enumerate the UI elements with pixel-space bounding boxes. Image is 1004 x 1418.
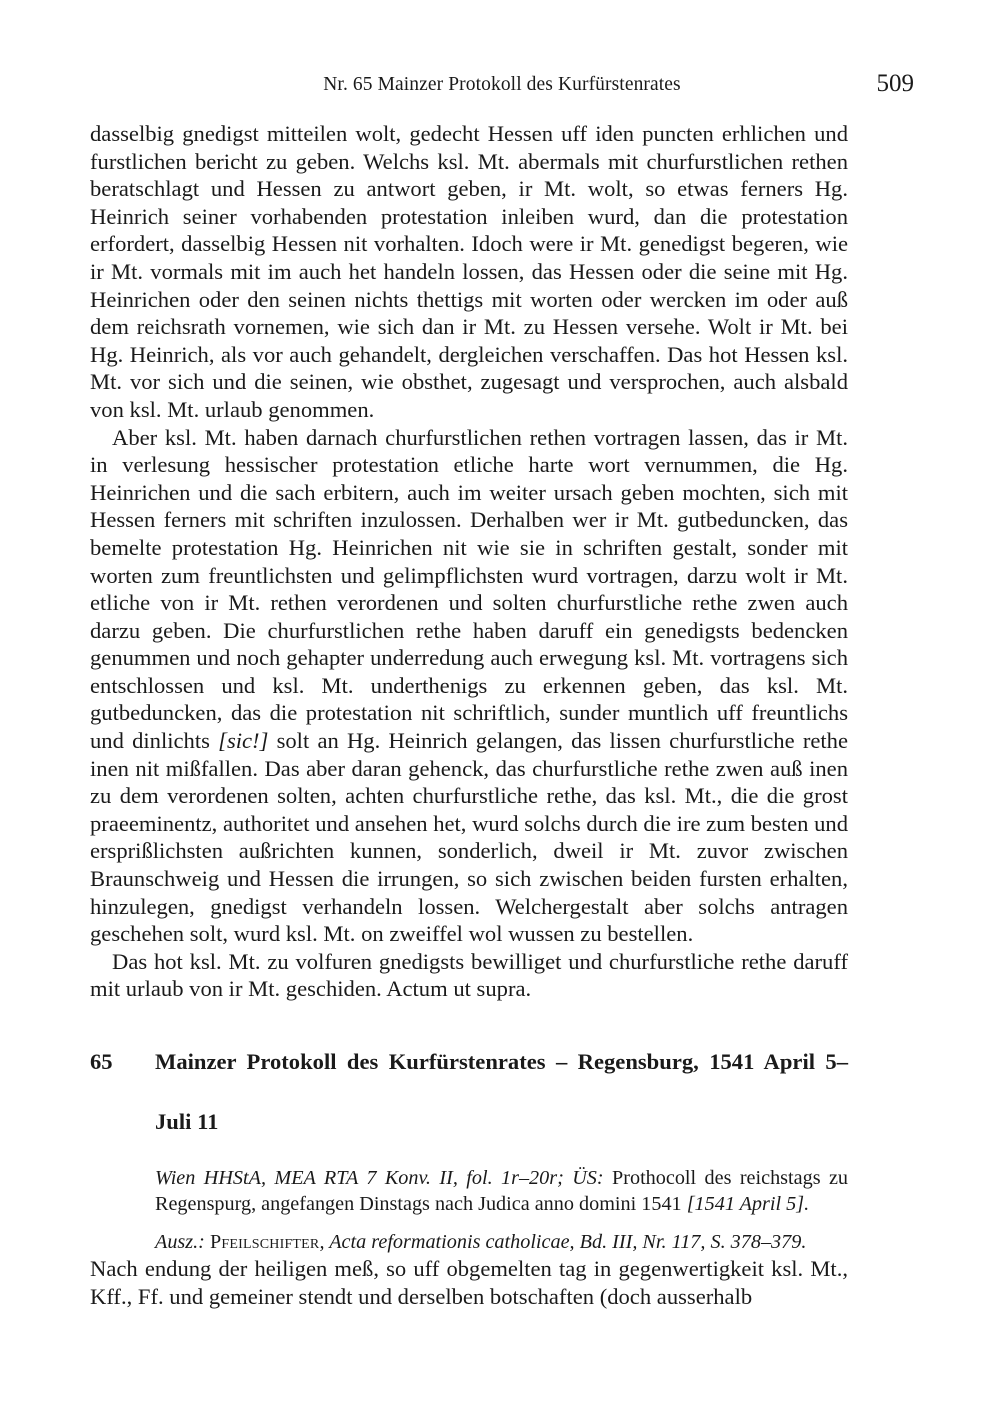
archive-title-text: Prothocoll des reichstags zu Regenspurg, angefangen Dinstags nach Judica anno domini 1541 — [155, 1167, 849, 1216]
section-title-line-2: Juli 11 — [155, 1109, 219, 1134]
sic-marker: [sic!] — [218, 728, 269, 754]
body-paragraph-3 — [90, 948, 848, 1003]
source-note — [155, 1165, 848, 1255]
archive-signature: Wien HHStA, MEA RTA 7 Konv. II, fol. 1r–20r; ÜS: — [155, 1167, 604, 1189]
text-column — [90, 120, 848, 1310]
source-note-archive-line — [155, 1165, 848, 1218]
excerpt-reference: , Acta reformationis catholicae, Bd. III, Nr. 117, S. 378–379. — [319, 1230, 807, 1253]
excerpt-author: Pfeilschifter — [209, 1230, 320, 1253]
section-heading — [90, 1047, 848, 1137]
running-head-title: Nr. 65 Mainzer Protokoll des Kurfürstenrates — [323, 74, 681, 95]
page-number: 509 — [876, 70, 914, 97]
excerpt-label: Ausz.: — [155, 1230, 205, 1253]
section-number: 65 — [90, 1049, 113, 1074]
closing-paragraph-text: Nach endung der heiligen meß, so uff obgemelten tag in gegenwertigkeit ksl. Mt., Kff., Ff. und gemeiner stendt und derselben botschaften (doch ausserhalb — [90, 1256, 848, 1309]
section-title-line-1: Mainzer Protokoll des Kurfürstenrates – Regensburg, 1541 April 5– — [155, 1049, 848, 1074]
archive-date: [1541 April 5]. — [686, 1193, 810, 1216]
running-head — [90, 70, 914, 104]
paragraph-2-text-part-1: Aber ksl. Mt. haben darnach churfurstlichen rethen vortragen lassen, das ir Mt. in verlesung hessischer protestation etliche harte wort vernummen, die Hg. Heinrichen und die sach erbitern, auch im weiter ursach geben mochten, sich mit Hessen ferners mit schriften inzulossen. Derhalben wer ir Mt. gutbeduncken, das bemelte protestation Hg. Heinrichen nit wie sie in schriften gestalt, sonder mit worten zum freuntlichsten und gelimpflichsten wurd vortragen, darzu wolt ir Mt. etliche von ir Mt. rethen verordenen und solten churfurstliche rethe zwen auch darzu geben. Die churfurstlichen rethe haben daruff ein genedigsts bedencken genummen und noch gehapter underredung auch erwegung ksl. Mt. vortragens sich entschlossen und ksl. Mt. underthenigs zu erkennen geben, das ksl. Mt. gutbeduncken, das die protestation nit schriftlich, sunder muntlich uff freuntlichs und dinlichts — [90, 424, 848, 754]
body-paragraph-2 — [90, 424, 848, 948]
body-paragraph-1 — [90, 120, 848, 424]
closing-paragraph — [90, 1255, 848, 1310]
source-note-excerpt-line — [155, 1229, 848, 1255]
paragraph-1-text: dasselbig gnedigst mitteilen wolt, gedecht Hessen uff iden puncten erhlichen und furstlichen bericht zu geben. Welchs ksl. Mt. abermals mit churfurstlichen rethen beratschlagt und Hessen zu antwort geben, ir Mt. wolt, so etwas ferners Hg. Heinrich seiner vorhabenden protestation inleiben wurd, dan die protestation erfordert, dasselbig Hessen nit vorhalten. Idoch were ir Mt. genedigst begeren, wie ir Mt. vormals mit im auch het handeln lossen, das Hessen oder die seine mit Hg. Heinrichen oder den seinen nichts thettigs mit worten oder wercken im oder auß dem reichsrath vornemen, wie sich dan ir Mt. zu Hessen versehe. Wolt ir Mt. bei Hg. Heinrich, als vor auch gehandelt, dergleichen verschaffen. Das hot Hessen ksl. Mt. vor sich und die seinen, wie obsthet, zugesagt und versprochen, auch alsbald von ksl. Mt. urlaub genommen. — [90, 121, 848, 422]
section-title — [155, 1047, 848, 1137]
paragraph-3-text: Das hot ksl. Mt. zu volfuren gnedigsts bewilliget und churfurstliche rethe daruff mit urlaub von ir Mt. geschiden. Actum ut supra. — [90, 948, 848, 1002]
paragraph-2-text-part-2: solt an Hg. Heinrich gelangen, das lissen churfurstliche rethe inen nit mißfallen. Das aber daran gehenck, das churfurstliche rethe zwen auß inen zu dem verordenen solten, achten churfurstliche rethe, das ksl. Mt., die die grost praeeminentz, authoritet und ansehen het, wurd solchs durch die ire zum besten und ersprißlichsten außrichten kunnen, sonderlich, dweil ir Mt. zuvor zwischen Braunschweig und Hessen die irrungen, so sich zwischen beiden fursten erhalten, hinzulegen, gnedigst verhandeln lossen. Welchergestalt aber solchs antragen geschehen solt, wurd ksl. Mt. on zweiffel wol wussen zu bestellen. — [90, 728, 849, 947]
